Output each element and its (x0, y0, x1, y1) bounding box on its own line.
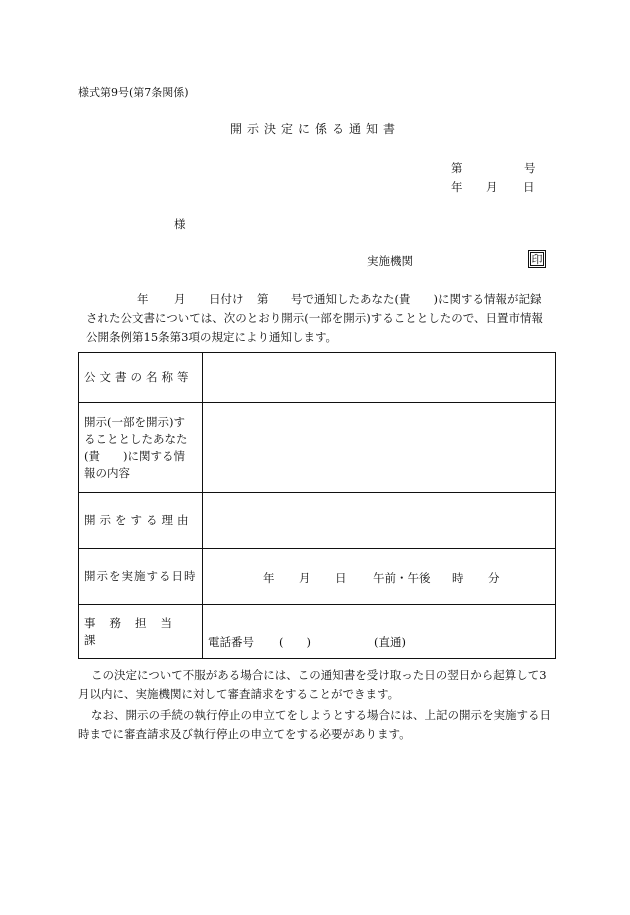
body-line-3: 公開条例第15条第3項の規定により通知します。 (86, 330, 338, 344)
note-line-4: 時までに審査請求及び執行停止の申立てをする必要があります。 (78, 727, 411, 741)
document-date (451, 180, 535, 194)
phone-paren: ( ) (279, 635, 311, 649)
datetime-fields (203, 570, 555, 584)
row-value-disclosure-datetime (203, 549, 556, 605)
phone-direct: (直通) (374, 635, 406, 649)
row-label-disclosed-content (79, 403, 203, 493)
body-year: 年 (137, 292, 149, 306)
issuer-label: 実施機関 (367, 254, 413, 268)
table-row (79, 493, 556, 549)
dt-minute: 分 (488, 570, 500, 585)
body-month: 月 (174, 292, 186, 306)
row-label-office-in-charge: 事務担当課 (79, 605, 203, 659)
body-line-1-rest: 号で通知したあなた(貴 )に関する情報が記録 (291, 292, 542, 306)
info-table (78, 352, 556, 659)
table-row (79, 353, 556, 403)
row-value-document-name (203, 353, 556, 403)
date-day: 日 (523, 180, 535, 194)
note-line-2: 月以内に、実施機関に対して審査請求をすることができます。 (78, 687, 400, 701)
row-value-disclosed-content (203, 403, 556, 493)
seal-mark: 印 (531, 253, 543, 266)
label-line: (貴 )に関する情 (84, 448, 185, 463)
doc-no-prefix: 第 (451, 161, 463, 175)
addressee-honorific: 様 (174, 217, 186, 231)
phone-line (208, 634, 406, 650)
label-line: 報の内容 (84, 465, 130, 480)
doc-no-suffix: 号 (524, 161, 536, 175)
dt-day: 日 (335, 570, 347, 585)
dt-ampm: 午前・午後 (373, 570, 431, 585)
table-row (79, 403, 556, 493)
body-no-prefix: 第 (257, 292, 269, 306)
date-year: 年 (451, 180, 463, 194)
phone-label: 電話番号 (208, 635, 254, 649)
dt-hour: 時 (452, 570, 464, 585)
row-label-disclosure-reason: 開示をする理由 (79, 493, 203, 549)
table-row (79, 549, 556, 605)
table-row (79, 605, 556, 659)
document-number (451, 161, 536, 175)
row-value-office-in-charge (203, 605, 556, 659)
note-line-1: この決定について不服がある場合には、この通知書を受け取った日の翌日から起算して3 (91, 668, 547, 682)
dt-month: 月 (299, 570, 311, 585)
note-line-3: なお、開示の手続の執行停止の申立てをしようとする場合には、上記の開示を実施する日 (91, 708, 551, 722)
document-title: 開示決定に係る通知書 (229, 122, 400, 136)
dt-year: 年 (263, 570, 275, 585)
row-value-disclosure-reason (203, 493, 556, 549)
label-line: 開示(一部を開示)す (84, 414, 185, 429)
date-month: 月 (486, 180, 498, 194)
row-label-document-name: 公文書の名称等 (79, 353, 203, 403)
body-dated: 日付け (209, 292, 244, 306)
form-number: 様式第9号(第7条関係) (78, 86, 189, 99)
body-line-2: された公文書については、次のとおり開示(一部を開示)することとしたので、日置市情報 (86, 311, 544, 325)
label-line: ることとしたあなた (84, 431, 188, 446)
row-label-disclosure-datetime: 開示を実施する日時 (79, 549, 203, 605)
